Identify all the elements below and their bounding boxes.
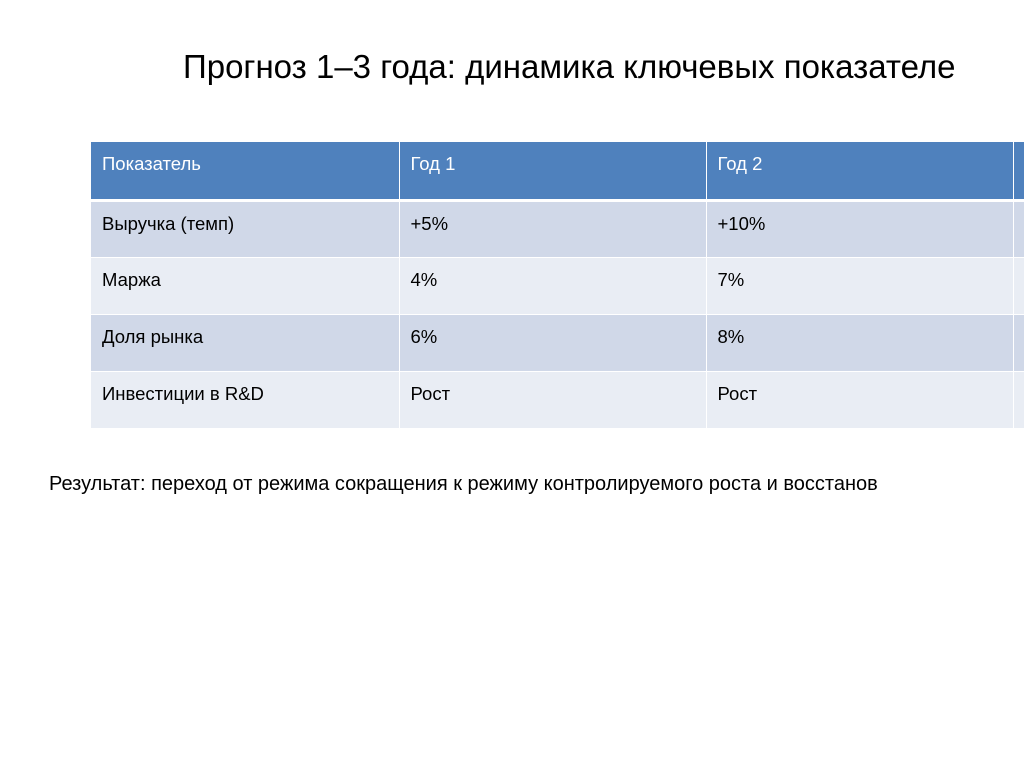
table-header-row xyxy=(91,142,1024,200)
table-cell xyxy=(1013,257,1024,314)
table-cell: Доля рынка xyxy=(91,314,399,371)
table-cell: 7% xyxy=(706,257,1013,314)
table-cell: 4% xyxy=(399,257,706,314)
table-row xyxy=(91,371,1024,428)
table-cell: 6% xyxy=(399,314,706,371)
table-cell: +5% xyxy=(399,200,706,257)
table-cell: +10% xyxy=(706,200,1013,257)
forecast-table-container xyxy=(91,142,1024,429)
table-cell: Выручка (темп) xyxy=(91,200,399,257)
table-cell: Рост xyxy=(399,371,706,428)
table-cell xyxy=(1013,314,1024,371)
table-cell: Рост xyxy=(706,371,1013,428)
table-cell xyxy=(1013,371,1024,428)
table-cell: Инвестиции в R&D xyxy=(91,371,399,428)
header-cell-year-1: Год 1 xyxy=(399,142,706,200)
header-cell-year-3 xyxy=(1013,142,1024,200)
table-row xyxy=(91,257,1024,314)
table-row xyxy=(91,314,1024,371)
forecast-table xyxy=(91,142,1024,429)
table-cell: 8% xyxy=(706,314,1013,371)
slide-title: Прогноз 1–3 года: динамика ключевых показателе xyxy=(183,48,956,85)
result-text: Результат: переход от режима сокращения к режиму контролируемого роста и восстанов xyxy=(49,473,878,495)
table-row xyxy=(91,200,1024,257)
table-cell xyxy=(1013,200,1024,257)
header-cell-year-2: Год 2 xyxy=(706,142,1013,200)
table-cell: Маржа xyxy=(91,257,399,314)
header-cell-indicator: Показатель xyxy=(91,142,399,200)
